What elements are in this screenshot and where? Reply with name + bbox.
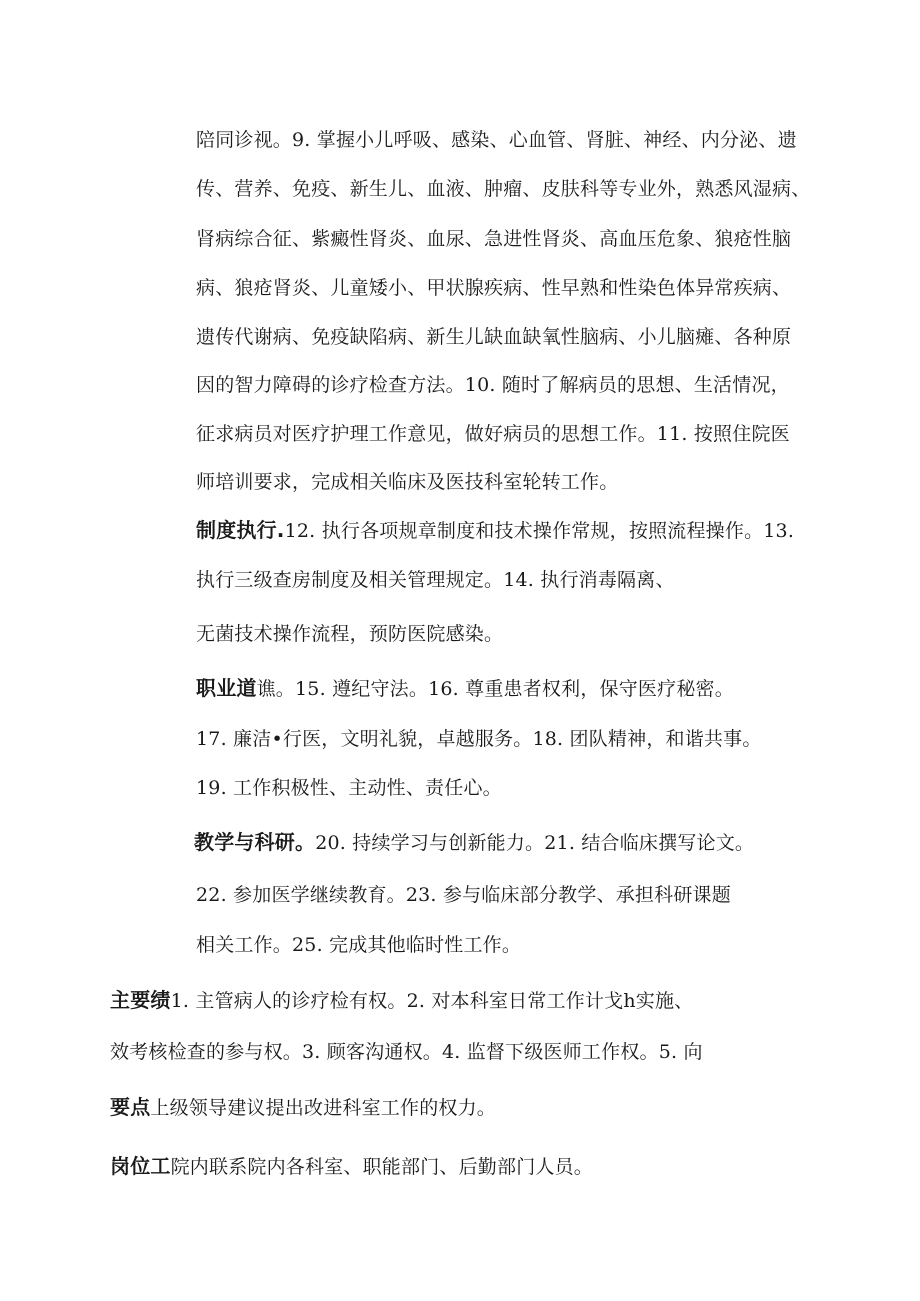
teaching-research-heading: 教学与科研。 [194, 830, 316, 854]
professional-ethics-line-1: 职业道谯。15. 遵纪守法。16. 尊重患者权利，保守医疗秘密。 [196, 676, 734, 700]
professional-ethics-line-3: 19. 工作积极性、主动性、责任心。 [196, 777, 502, 799]
paragraph-line: 因的智力障碍的诊疗检查方法。10. 随时了解病员的思想、生活情况， [196, 374, 790, 396]
system-execution-heading: 制度执行. [196, 518, 285, 542]
paragraph-line: 遗传代谢病、免疫缺陷病、新生儿缺血缺氧性脑病、小儿脑瘫、各种原 [196, 326, 792, 348]
paragraph-line: 陪同诊视。9. 掌握小儿呼吸、感染、心血管、肾脏、神经、内分泌、遗 [196, 129, 797, 151]
position-work-line: 岗位工院内联系院内各科室、职能部门、后勤部门人员。 [110, 1154, 594, 1178]
paragraph-line: 病、狼疮肾炎、儿童矮小、甲状腺疾病、性早熟和性染色体异常疾病、 [196, 277, 792, 299]
system-execution-line-2: 执行三级查房制度及相关管理规定。14. 执行消毒隔离、 [196, 569, 675, 591]
teaching-research-line-2: 22. 参加医学继续教育。23. 参与临床部分教学、承担科研课题 [196, 884, 731, 906]
teaching-research-line-3: 相关工作。25. 完成其他临时性工作。 [196, 934, 522, 956]
paragraph-line: 征求病员对医疗护理工作意见，做好病员的思想工作。11. 按照住院医 [196, 423, 790, 445]
system-execution-line-1: 制度执行.12. 执行各项规章制度和技术操作常规，按照流程操作。13. [196, 518, 795, 542]
paragraph-line: 肾病综合征、紫癜性肾炎、血尿、急进性肾炎、高血压危象、狼疮性脑 [196, 228, 792, 250]
position-work-heading: 岗位工 [110, 1154, 171, 1178]
professional-ethics-heading: 职业道 [196, 676, 257, 700]
teaching-research-line-1: 教学与科研。20. 持续学习与创新能力。21. 结合临床撰写论文。 [194, 830, 755, 854]
system-execution-line-3: 无菌技术操作流程，预防医院感染。 [196, 623, 504, 645]
main-responsibilities-heading: 主要绩 [110, 988, 171, 1012]
key-points-heading: 要点 [110, 1095, 151, 1119]
professional-ethics-line-2: 17. 廉洁•行医，文明礼貌，卓越服务。18. 团队精神，和谐共事。 [196, 728, 762, 750]
main-responsibilities-line-1: 主要绩1. 主管病人的诊疗检有权。2. 对本科室日常工作计戈h实施、 [110, 988, 694, 1012]
key-points-line: 要点上级领导建议提出改进科室工作的权力。 [110, 1095, 497, 1119]
main-responsibilities-line-2: 效考核检查的参与权。3. 顾客沟通权。4. 监督下级医师工作权。5. 向 [110, 1041, 703, 1063]
paragraph-line: 师培训要求，完成相关临床及医技科室轮转工作。 [196, 471, 619, 493]
paragraph-line: 传、营养、免疫、新生儿、血液、肿瘤、皮肤科等专业外，熟悉风湿病、 [196, 178, 811, 200]
